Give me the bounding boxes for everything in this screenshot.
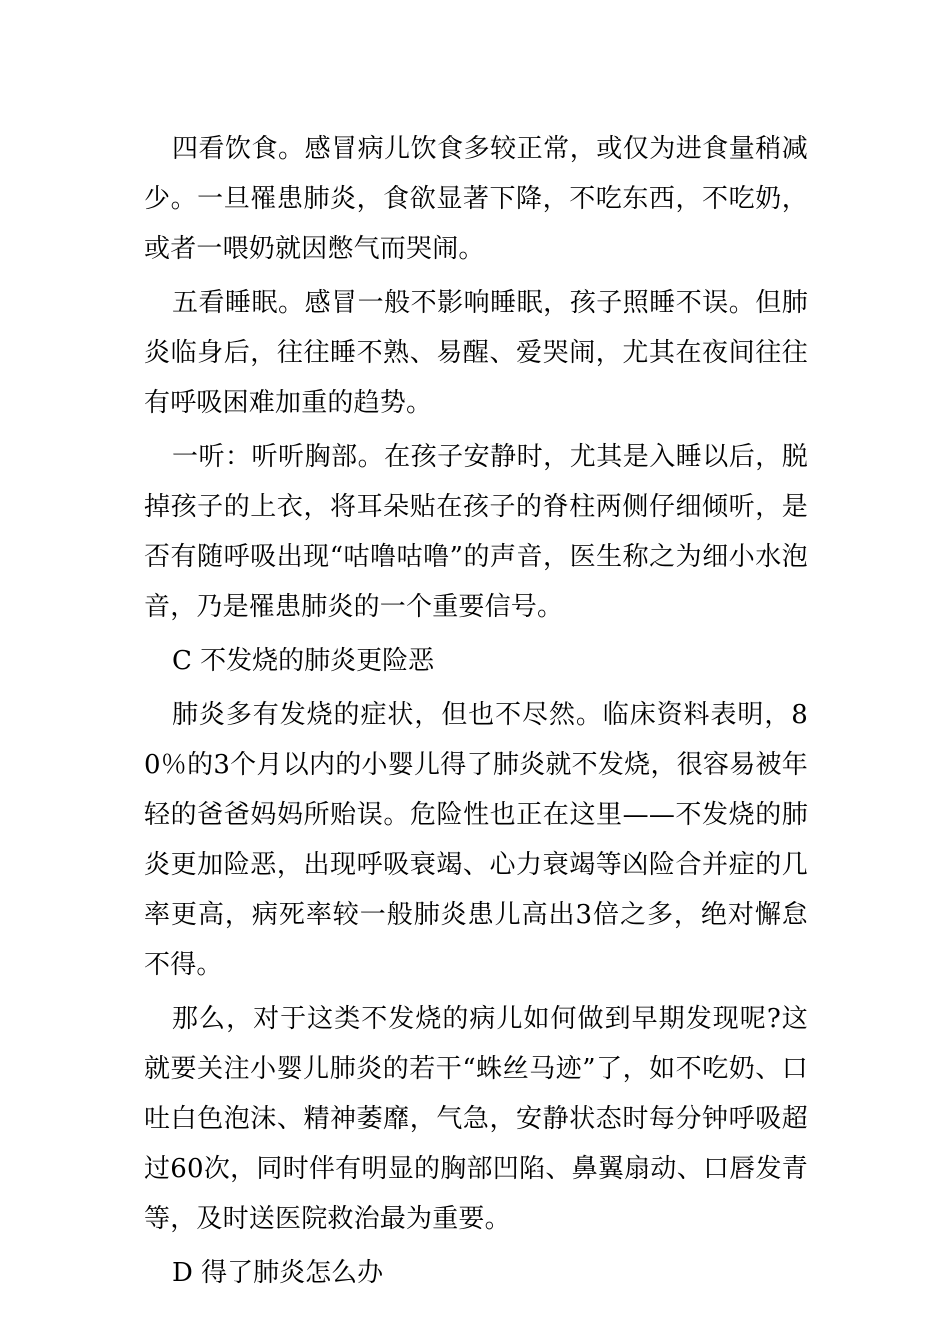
section-heading-d: D 得了肺炎怎么办 — [172, 1258, 384, 1288]
paragraph-early-detection: 那么，对于这类不发烧的病儿如何做到早期发现呢?这就要关注小婴儿肺炎的若干“蛛丝马迹”了，如不吃奶、口吐白色泡沫、精神萎靡，气急，安静状态时每分钟呼吸超过60次，同时伴有明显的胸部凹陷、鼻翼扇动、口唇发青等，及时送医院救治最为重要。 — [144, 1004, 808, 1234]
paragraph-no-fever: 肺炎多有发烧的症状，但也不尽然。临床资料表明，80％的3个月以内的小婴儿得了肺炎就不发烧，很容易被年轻的爸爸妈妈所贻误。危险性也正在这里——不发烧的肺炎更加险恶，出现呼吸衰竭、心力衰竭等凶险合并症的几率更高，病死率较一般肺炎患儿高出3倍之多，绝对懈怠不得。 — [144, 700, 808, 980]
paragraph-diet: 四看饮食。感冒病儿饮食多较正常，或仅为进食量稍减少。一旦罹患肺炎，食欲显著下降，不吃东西，不吃奶，或者一喂奶就因憋气而哭闹。 — [144, 134, 808, 264]
paragraph-listen-chest: 一听：听听胸部。在孩子安静时，尤其是入睡以后，脱掉孩子的上衣，将耳朵贴在孩子的脊柱两侧仔细倾听，是否有随呼吸出现“咕噜咕噜”的声音，医生称之为细小水泡音，乃是罹患肺炎的一个重要信号。 — [144, 442, 808, 622]
section-heading-c: C 不发烧的肺炎更险恶 — [172, 646, 435, 676]
document-body — [144, 124, 808, 1302]
paragraph-sleep: 五看睡眠。感冒一般不影响睡眠，孩子照睡不误。但肺炎临身后，往往睡不熟、易醒、爱哭闹，尤其在夜间往往有呼吸困难加重的趋势。 — [144, 288, 808, 418]
